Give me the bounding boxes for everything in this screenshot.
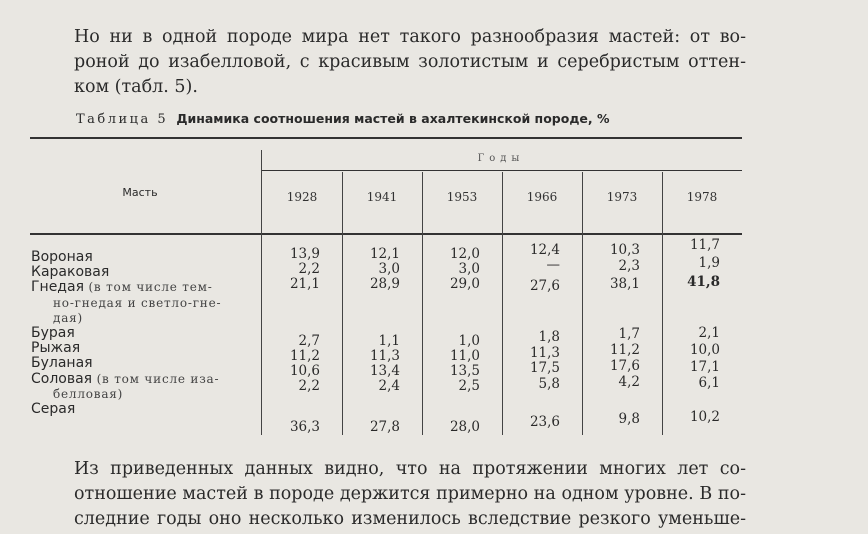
table-cell: 9,8 xyxy=(618,411,640,427)
table-cell: 13,5 xyxy=(449,363,480,379)
breed-note: (в том числе тем- xyxy=(88,280,213,295)
table-cell: 1,1 xyxy=(378,333,400,349)
breed-name: Бурая xyxy=(31,325,75,342)
conclusion-line-1: Из приведенных данных видно, что на протяжении многих лет со- xyxy=(74,459,746,479)
year-header: 1928 xyxy=(286,190,318,204)
breed-row xyxy=(31,265,263,280)
table-cell: 2,5 xyxy=(458,378,480,394)
table-top-rule xyxy=(30,137,742,139)
table-cell: 28,0 xyxy=(449,419,480,435)
breed-note-continuation: но-гнедая и светло-гне- xyxy=(53,295,222,310)
table-cell: 11,7 xyxy=(689,237,720,253)
table-cell: 17,6 xyxy=(609,358,640,374)
table-cell: 10,6 xyxy=(289,363,320,379)
breed-name: Буланая xyxy=(31,355,93,372)
year-header: 1941 xyxy=(366,190,398,204)
table-header-rule xyxy=(30,233,742,235)
breed-row xyxy=(31,341,263,356)
breed-note-continuation: дая) xyxy=(53,310,83,325)
table-cell: 6,1 xyxy=(698,375,720,391)
table-cell: 1,8 xyxy=(538,329,560,345)
table-cell: 11,3 xyxy=(369,348,400,364)
column-divider-line xyxy=(342,172,343,435)
table-cell: 11,2 xyxy=(289,348,320,364)
years-group-header: Годы xyxy=(477,153,525,164)
conclusion-paragraph xyxy=(74,457,746,532)
intro-line-2: роной до изабелловой, с красивым золотистым и серебристым оттен- xyxy=(74,52,746,72)
year-header: 1953 xyxy=(446,190,478,204)
table-cell: 17,5 xyxy=(529,360,560,376)
breed-row xyxy=(31,250,263,265)
breed-name: Серая xyxy=(31,401,76,418)
table-cell: 17,1 xyxy=(689,359,720,375)
breed-column xyxy=(31,250,263,417)
year-header: 1973 xyxy=(606,190,638,204)
breed-row xyxy=(31,280,263,295)
table-cell: 27,8 xyxy=(369,419,400,435)
table-caption-title: Динамика соотношения мастей в ахалтекинской породе, % xyxy=(176,111,610,126)
table-cell: 36,3 xyxy=(289,419,320,435)
year-header: 1966 xyxy=(526,190,558,204)
table-cell: 23,6 xyxy=(529,414,560,430)
table-cell: 2,2 xyxy=(298,378,320,394)
table-cell: 27,6 xyxy=(529,278,560,294)
table-cell: 11,0 xyxy=(449,348,480,364)
table-cell: 13,4 xyxy=(369,363,400,379)
intro-line-1: Но ни в одной породе мира нет такого разнообразия мастей: от во- xyxy=(74,27,746,47)
table-cell: 10,3 xyxy=(609,242,640,258)
table-cell: 21,1 xyxy=(289,276,320,292)
table-cell: 4,2 xyxy=(618,374,640,390)
table-cell: 5,8 xyxy=(538,376,560,392)
breed-name: Караковая xyxy=(31,264,110,281)
table-cell: 28,9 xyxy=(369,276,400,292)
table-cell: 2,2 xyxy=(298,261,320,277)
table-cell: 3,0 xyxy=(458,261,480,277)
column-divider-line xyxy=(502,172,503,435)
table-cell: 13,9 xyxy=(289,246,320,262)
breed-name: Рыжая xyxy=(31,340,81,357)
table-cell: 10,0 xyxy=(689,342,720,358)
table-cell: 2,1 xyxy=(698,325,720,341)
table-cell: 38,1 xyxy=(609,276,640,292)
table-cell: 11,2 xyxy=(609,342,640,358)
table-cell: 2,3 xyxy=(618,258,640,274)
table-cell: — xyxy=(546,257,560,273)
table-cell: 12,4 xyxy=(529,242,560,258)
table-cell: 29,0 xyxy=(449,276,480,292)
breed-name: Гнедая xyxy=(31,279,84,296)
breed-name: Соловая xyxy=(31,370,93,387)
table-cell: 41,8 xyxy=(687,274,720,290)
breed-row xyxy=(31,402,263,417)
conclusion-line-3: следние годы оно несколько изменилось вследствие резкого уменьше- xyxy=(74,509,746,529)
table-cell: 10,2 xyxy=(689,409,720,425)
column-divider-line xyxy=(582,172,583,435)
conclusion-line-2: отношение мастей в породе держится примерно на одном уровне. В по- xyxy=(74,484,746,504)
intro-line-3: ком (табл. 5). xyxy=(74,77,198,97)
year-header: 1978 xyxy=(686,190,718,204)
table-cell: 11,3 xyxy=(529,345,560,361)
row-header: Масть xyxy=(122,186,158,199)
table-caption xyxy=(76,111,610,127)
breed-note-continuation: белловая) xyxy=(53,386,124,401)
table-cell: 2,7 xyxy=(298,333,320,349)
table-cell: 1,0 xyxy=(458,333,480,349)
table-cell: 12,0 xyxy=(449,246,480,262)
table-cell: 2,4 xyxy=(378,378,400,394)
column-divider-line xyxy=(422,172,423,435)
breed-note: (в том числе иза- xyxy=(96,371,220,386)
table-cell: 1,9 xyxy=(698,255,720,271)
breed-name: Вороная xyxy=(31,249,93,265)
years-group-rule xyxy=(262,170,742,171)
table-cell: 12,1 xyxy=(369,246,400,262)
breed-row xyxy=(31,372,263,387)
table-cell: 1,7 xyxy=(618,326,640,342)
column-divider-line xyxy=(662,172,663,435)
table-cell: 3,0 xyxy=(378,261,400,277)
table-caption-label: Таблица 5 xyxy=(76,112,169,127)
breed-row xyxy=(31,356,263,371)
intro-paragraph xyxy=(74,25,746,100)
breed-row xyxy=(31,326,263,341)
